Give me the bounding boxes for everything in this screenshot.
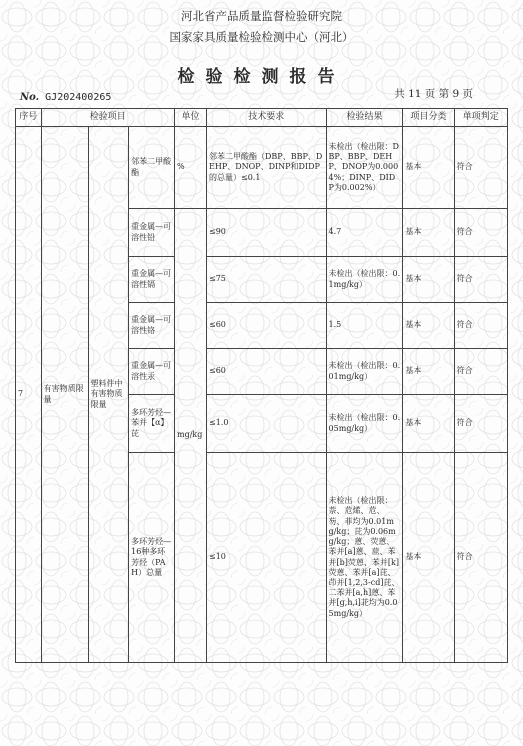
category: 基本: [403, 257, 454, 303]
verdict: 符合: [454, 303, 507, 349]
verdict: 符合: [454, 209, 507, 257]
col-item: 检验项目: [41, 109, 174, 127]
result: 1.5: [326, 303, 403, 349]
requirement: ≤60: [207, 303, 327, 349]
shared-unit: mg/kg: [175, 209, 207, 663]
requirement: ≤60: [207, 349, 327, 395]
col-result: 检验结果: [326, 109, 403, 127]
item-name: 重金属—可溶性铅: [129, 209, 175, 257]
category: 基本: [403, 303, 454, 349]
unit: %: [175, 127, 207, 209]
verdict: 符合: [454, 127, 507, 209]
result: 未检出（检出限：0.05mg/kg）: [326, 395, 403, 453]
requirement: 邻苯二甲酸酯（DBP、BBP、DEHP、DNOP、DINP和DIDP的总量）≤0.1: [207, 127, 327, 209]
result: 4.7: [326, 209, 403, 257]
verdict: 符合: [454, 395, 507, 453]
page-info: 共 11 页 第 9 页: [394, 88, 473, 100]
verdict: 符合: [454, 349, 507, 395]
col-seq: 序号: [16, 109, 42, 127]
col-unit: 单位: [175, 109, 207, 127]
item-name: 多环芳烃—16种多环芳烃（PAH）总量: [129, 453, 175, 663]
item-name: 重金属—可溶性汞: [129, 349, 175, 395]
result: 未检出（检出限：0.01mg/kg）: [326, 349, 403, 395]
report-number-value: GJ202400265: [45, 92, 112, 103]
seq-number: 7: [16, 127, 42, 663]
report-number-label: No.: [20, 92, 40, 103]
item-name: 重金属—可溶性镉: [129, 257, 175, 303]
center-name: 国家家具质量检验检测中心（河北）: [169, 30, 354, 44]
requirement: ≤90: [207, 209, 327, 257]
verdict: 符合: [454, 453, 507, 663]
table-row: [16, 127, 508, 209]
requirement: ≤1.0: [207, 395, 327, 453]
result: 未检出（检出限：0.1mg/kg）: [326, 257, 403, 303]
category: 基本: [403, 209, 454, 257]
category: 基本: [403, 349, 454, 395]
col-verdict: 单项判定: [454, 109, 507, 127]
result: 未检出（检出限：萘、苊烯、苊、芴、菲均为0.01mg/kg；芘为0.06mg/kg；蒽、荧蒽、苯并[a]蒽、䓛、苯并[b]荧蒽、苯并[k]荧蒽、苯并[a]芘、茚并[1,2,3-cd]芘、二苯并[a,h]蒽、苯并[g,h,i]苝均为0.05mg/kg）: [326, 453, 403, 663]
inspection-table: [15, 108, 508, 663]
table-header-row: [16, 109, 508, 127]
category: 基本: [403, 127, 454, 209]
col-category: 项目分类: [403, 109, 454, 127]
item-name: 多环芳烃—苯并【α】芘: [129, 395, 175, 453]
item-group: 有害物质限量: [41, 127, 88, 663]
requirement: ≤10: [207, 453, 327, 663]
category: 基本: [403, 453, 454, 663]
requirement: ≤75: [207, 257, 327, 303]
item-name: 重金属—可溶性铬: [129, 303, 175, 349]
verdict: 符合: [454, 257, 507, 303]
report-number: [20, 92, 111, 103]
category: 基本: [403, 395, 454, 453]
institute-name: 河北省产品质量监督检验研究院: [181, 9, 342, 23]
col-requirement: 技术要求: [207, 109, 327, 127]
item-name: 邻苯二甲酸酯: [129, 127, 175, 209]
sub-group: 塑料件中有害物质限量: [88, 127, 129, 663]
report-title: 检验检测报告: [177, 67, 346, 87]
result: 未检出（检出限：DBP、BBP、DEHP、DNOP为0.0004%；DINP、DIDP为0.002%）: [326, 127, 403, 209]
